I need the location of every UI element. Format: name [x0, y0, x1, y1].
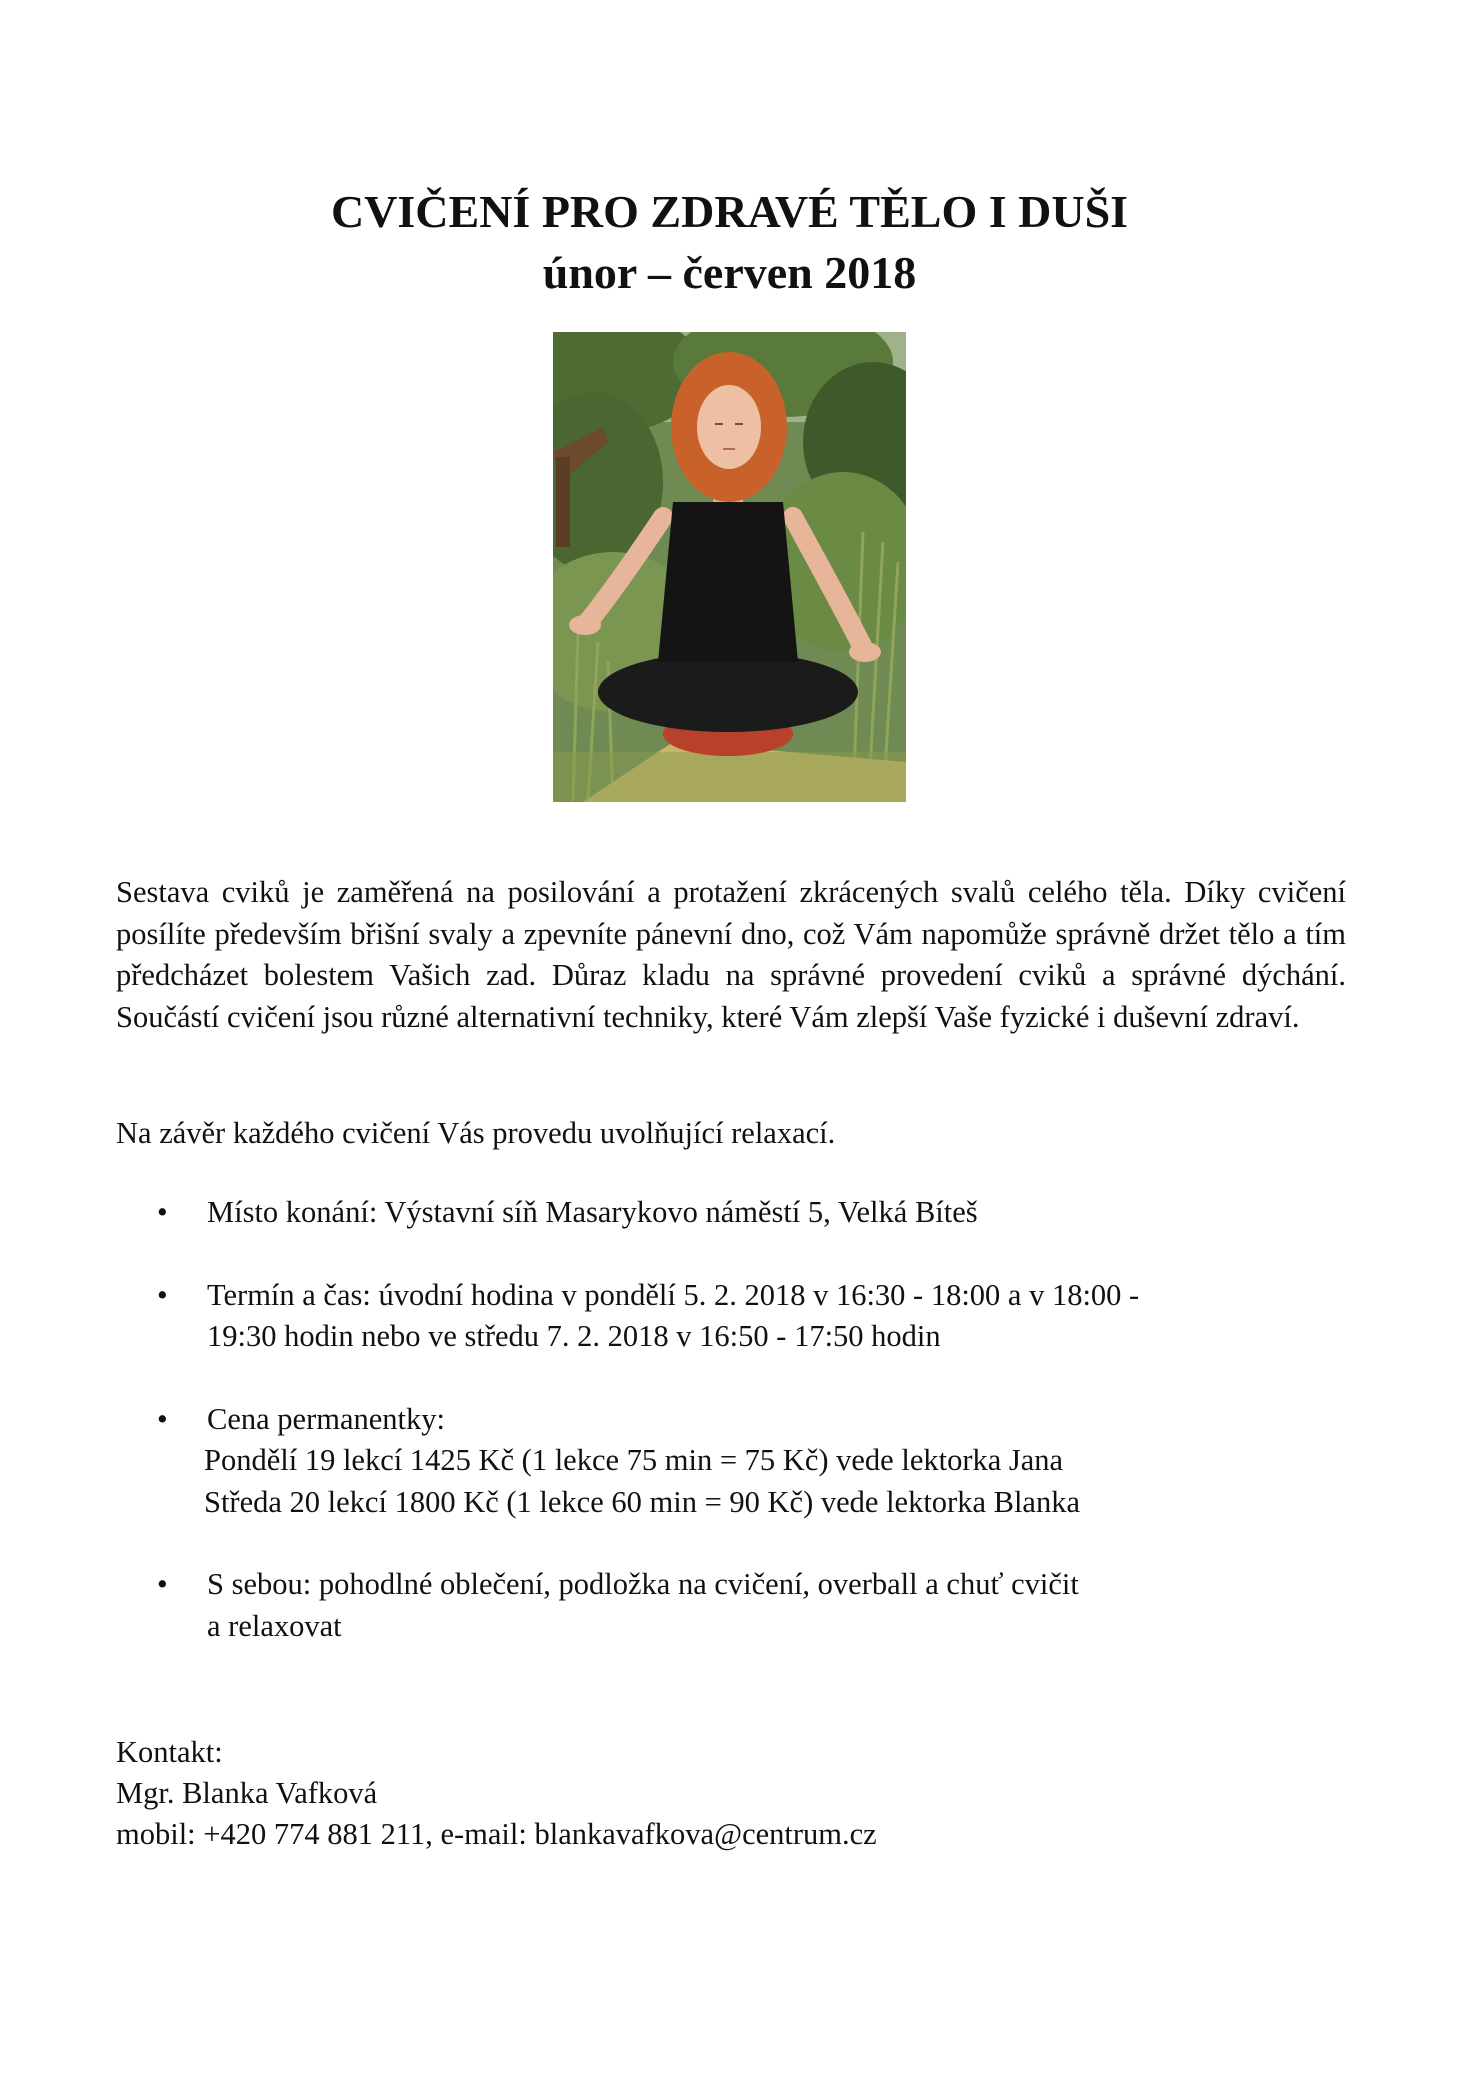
bullet-icon: •: [157, 1277, 168, 1312]
list-item-place: [116, 1192, 1346, 1234]
schedule-text-line2: 19:30 hodin nebo ve středu 7. 2. 2018 v 16:50 - 17:50 hodin: [207, 1319, 941, 1353]
bullet-icon: •: [157, 1567, 168, 1601]
price-monday: Pondělí 19 lekcí 1425 Kč (1 lekce 75 min = 75 Kč) vede lektorka Jana: [204, 1443, 1064, 1477]
intro-paragraph: Sestava cviků je zaměřená na posilování a protažení zkrácených svalů celého těla. Díky cvičení posílíte především břišní svaly a zpevníte pánevní dno, což Vám napomůže správně držet tělo a tím předcházet bolestem Vašich zad. Důraz kladu na správné provedení cviků a správné dýchání. Součástí cvičení jsou různé alternativní techniky, které Vám zlepší Vaše fyzické i duševní zdraví.: [116, 875, 1346, 1034]
price-label: Cena permanentky:: [207, 1401, 445, 1436]
contact-label: Kontakt:: [116, 1735, 223, 1769]
bring-text-line1: S sebou: pohodlné oblečení, podložka na cvičení, overball a chuť cvičit: [207, 1567, 1079, 1601]
bullet-icon: •: [157, 1195, 168, 1229]
contact-block: [116, 1732, 877, 1855]
yoga-meditation-photo: [553, 332, 906, 802]
price-wednesday: Středa 20 lekcí 1800 Kč (1 lekce 60 min = 90 Kč) vede lektorka Blanka: [204, 1484, 1081, 1519]
page-title: CVIČENÍ PRO ZDRAVÉ TĚLO I DUŠI: [330, 186, 1129, 237]
relaxation-note: Na závěr každého cvičení Vás provedu uvolňující relaxací.: [116, 1116, 836, 1150]
details-list: [116, 1192, 1346, 1688]
contact-phone-email: mobil: +420 774 881 211, e-mail: blankavafkova@centrum.cz: [116, 1817, 877, 1851]
schedule-text-line1: Termín a čas: úvodní hodina v pondělí 5. 2. 2018 v 16:30 - 18:00 a v 18:00 -: [207, 1277, 1140, 1312]
list-item-bring: [116, 1564, 1346, 1647]
place-text: Místo konání: Výstavní síň Masarykovo náměstí 5, Velká Bíteš: [207, 1195, 978, 1229]
bring-text-line2: a relaxovat: [207, 1608, 342, 1643]
contact-name: Mgr. Blanka Vafková: [116, 1776, 378, 1810]
list-item-schedule: [116, 1275, 1346, 1358]
bullet-icon: •: [157, 1401, 168, 1436]
list-item-price: [116, 1399, 1346, 1524]
page-subtitle: únor – červen 2018: [542, 247, 917, 298]
